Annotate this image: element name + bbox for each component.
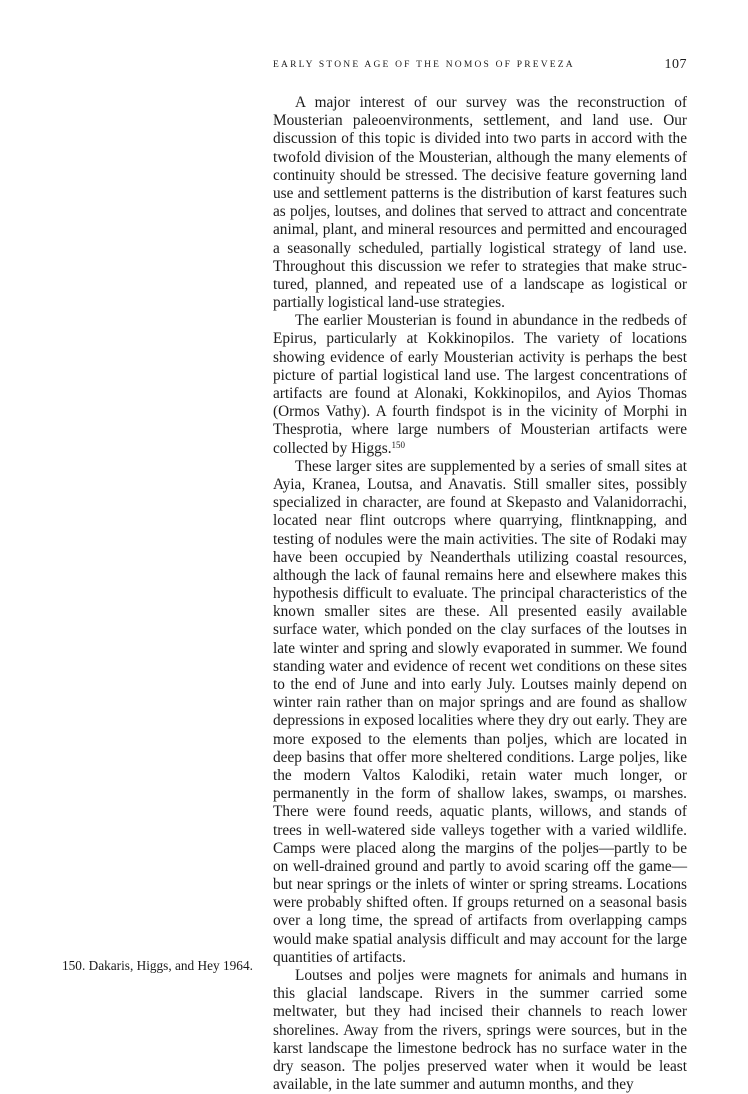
paragraph-4-text: Loutses and poljes were magnets for animals and humans in this glacial landscape. Rivers in the summer carried some meltwater, but they had incised their channels to reach lower shorelines. Away from the rivers, springs were sources, but in the karst landscape the limestone bedrock has no surface water in the dry season. The poljes preserved water when it would be least available, in the late summer and autumn months, and they (273, 967, 687, 1094)
paragraph-2-text: The earlier Mousterian is found in abundance in the redbeds of Epirus, particularly at Kokkinopilos. The variety of locations showing evidence of early Mousterian activity is perhaps the best picture of partial logistical land use. The largest concentrations of artifacts are found at Alonaki, Kokkinopilos, and Ayios Thomas (Ormos Vathy). A fourth findspot is in the vicinity of Morphi in Thesprotia, where large numbers of Mousterian artifacts were collected by Higgs. (273, 312, 687, 457)
paragraph-1-text: A major interest of our survey was the reconstruction of Mousterian paleoenvironments, settlement, and land use. Our discussion of this topic is divided into two parts in accord with the twofold division of the Mousterian, although the many elements of continuity should be stressed. The decisive feature governing land use and settlement patterns is the distribution of karst features such as poljes, loutses, and dolines that served to attract and concentrate animal, plant, and mineral resources and permitted and encouraged a seasonally scheduled, partially logistical strategy of land use. Throughout this discussion we refer to strategies that make structured, planned, and repeated use of a landscape as logistical or partially logistical land-use strategies. (273, 94, 687, 312)
paragraph-3-text: These larger sites are supplemented by a series of small sites at Ayia, Kranea, Loutsa, and Anavatis. Still smaller sites, possibly specialized in character, are found at Skepasto and Valanidorrachi, located near flint outcrops where quarrying, flintknapping, and testing of nodules were the main activities. The site of Rodaki may have been occupied by Neanderthals utilizing coastal resources, although the lack of faunal remains here and elsewhere makes this hypothesis difficult to evaluate. The principal characteristics of the known smaller sites are these. All presented easily available surface water, which ponded on the clay surfaces of the loutses in late winter and spring and slowly evaporated in summer. We found standing water and evidence of recent wet conditions on these sites to the end of June and into early July. Loutses mainly depend on winter rain rather than on major springs and are found as shallow depressions in exposed localities where they dry out early. They are more exposed to the elements than poljes, which are located in deep basins that offer more sheltered conditions. Large poljes, like the modern Valtos Kalodiki, retain water much longer, or permanently in the form of shallow lakes, swamps, oı marshes. There were found reeds, aquatic plants, willows, and stands of trees in well-watered side valleys together with a varied wildlife. Camps were placed along the margins of the poljes—partly to be on well-drained ground and partly to avoid scaring off the game—but near springs or the inlets of winter or spring streams. Locations were probably shifted often. If groups returned on a seasonal basis over a long time, the spread of artifacts from overlapping camps would make spatial analysis difficult and may account for the large quantities of artifacts. (273, 457, 687, 966)
paragraph-1 (273, 94, 687, 312)
body-text (273, 94, 687, 1094)
paragraph-3 (273, 458, 687, 967)
running-head (273, 57, 687, 73)
footnote: 150. Dakaris, Higgs, and Hey 1964. (62, 958, 253, 973)
paragraph-2 (273, 312, 687, 458)
page-number: 107 (664, 57, 687, 72)
footnote-reference: 150 (391, 439, 406, 450)
paragraph-4 (273, 967, 687, 1094)
running-head-title: EARLY STONE AGE OF THE NOMOS OF PREVEZA (273, 60, 575, 70)
